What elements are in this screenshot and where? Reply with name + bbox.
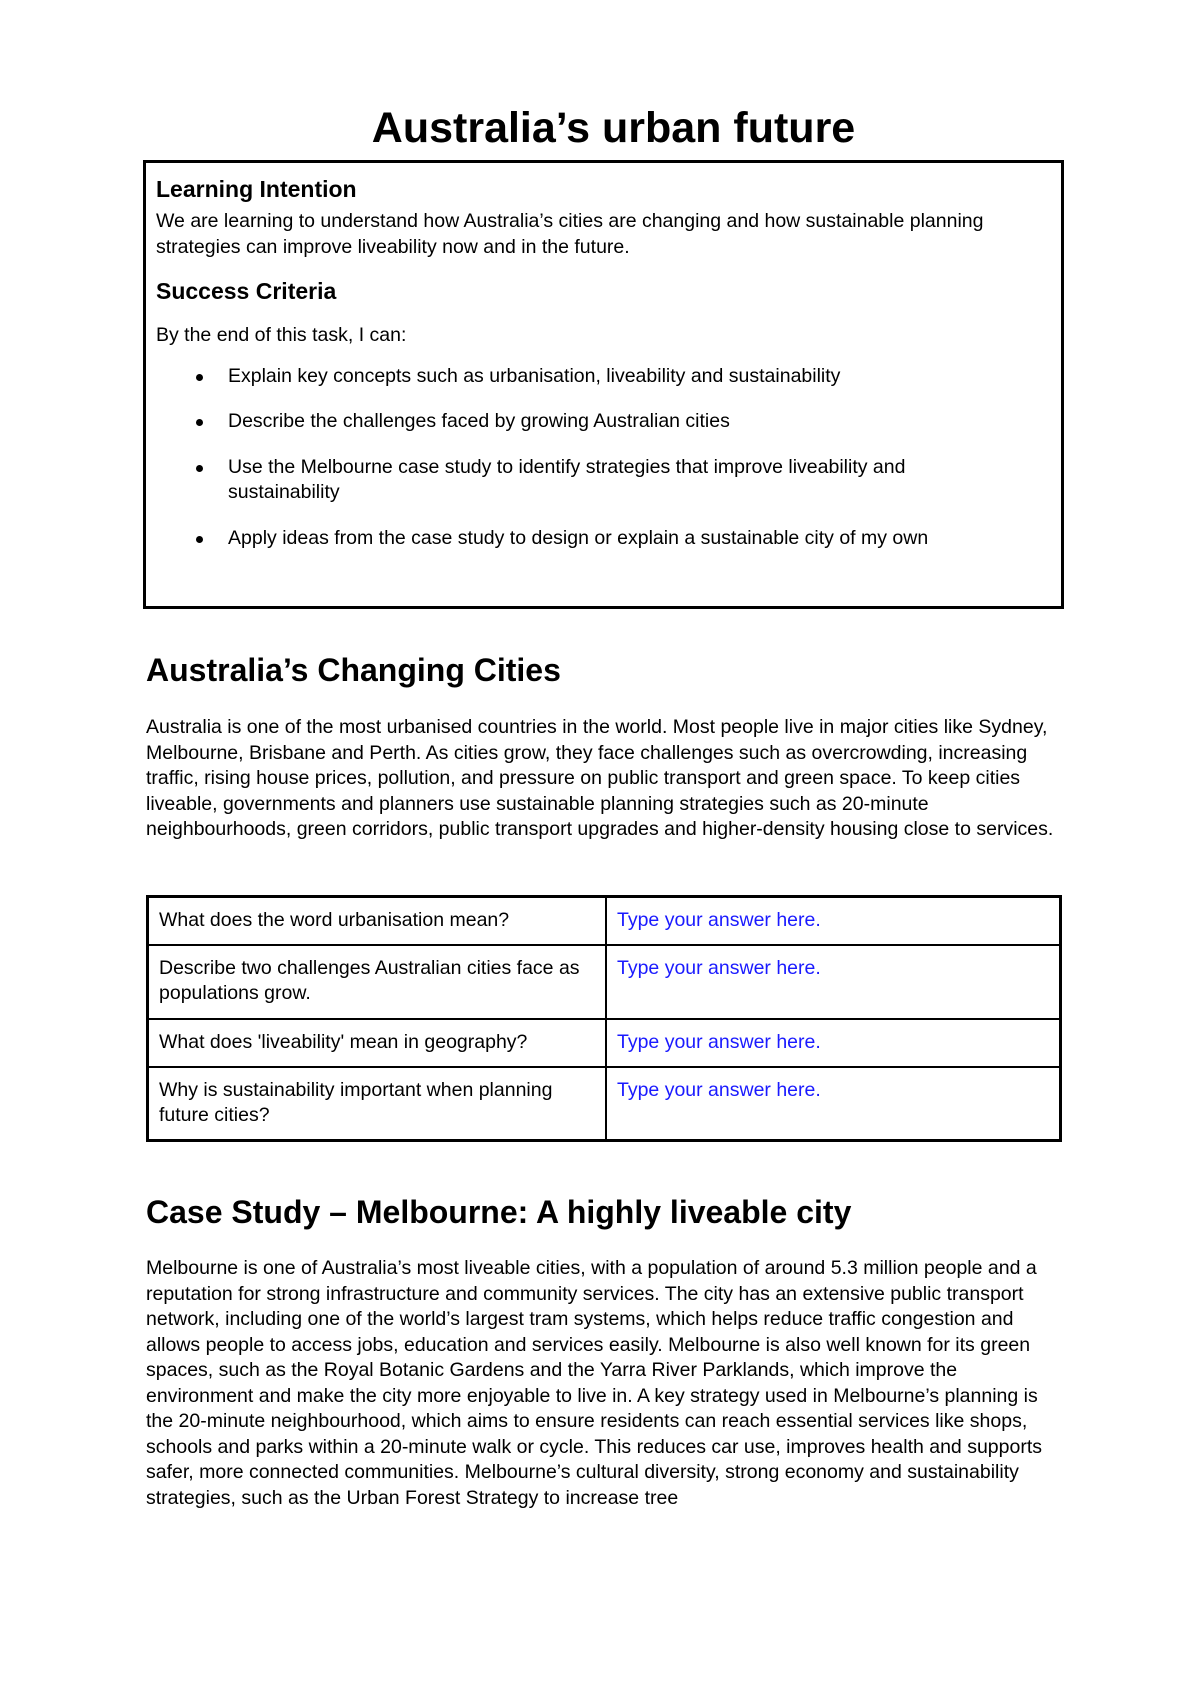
answer-field[interactable]: Type your answer here. <box>606 945 1061 1019</box>
answer-field[interactable]: Type your answer here. <box>606 1019 1061 1067</box>
table-row <box>148 897 1061 945</box>
changing-cities-heading: Australia’s Changing Cities <box>146 652 561 688</box>
table-row <box>148 1019 1061 1067</box>
bullet-icon <box>196 465 203 472</box>
question-cell: What does the word urbanisation mean? <box>148 897 607 945</box>
success-criteria-intro: By the end of this task, I can: <box>156 324 407 346</box>
answer-field[interactable]: Type your answer here. <box>606 897 1061 945</box>
table-row <box>148 1067 1061 1141</box>
answer-field[interactable]: Type your answer here. <box>606 1067 1061 1141</box>
bullet-icon <box>196 536 203 543</box>
criteria-item <box>156 364 1051 390</box>
criteria-item-text: Apply ideas from the case study to design or explain a sustainable city of my own <box>228 526 929 549</box>
criteria-item <box>156 455 1051 506</box>
case-study-paragraph: Melbourne is one of Australia’s most liveable cities, with a population of around 5.3 million people and a reputation for strong infrastructure and community services. The city has an extensive public transport network, including one of the world’s largest tram systems, which helps reduce traffic congestion and allows people to access jobs, education and services easily. Melbourne is also well known for its green spaces, such as the Royal Botanic Gardens and the Yarra River Parklands, which improve the environment and make the city more enjoyable to live in. A key strategy used in Melbourne’s planning is the 20-minute neighbourhood, which aims to ensure residents can reach essential services like shops, schools and parks within a 20-minute walk or cycle. This reduces car use, improves health and supports safer, more connected communities. Melbourne’s cultural diversity, strong economy and sustainability strategies, such as the Urban Forest Strategy to increase tree <box>146 1257 1042 1509</box>
learning-intention-heading: Learning Intention <box>156 176 357 202</box>
changing-cities-paragraph: Australia is one of the most urbanised countries in the world. Most people live in major cities like Sydney, Melbourne, Brisbane and Perth. As cities grow, they face challenges such as overcrowding, increasing traffic, rising house prices, pollution, and pressure on public transport and green space. To keep cities liveable, governments and planners use sustainable planning strategies such as 20-minute neighbourhoods, green corridors, public transport upgrades and higher-density housing close to services. <box>146 716 1054 840</box>
table-row <box>148 945 1061 1019</box>
bullet-icon <box>196 374 203 381</box>
learning-intention-text: We are learning to understand how Australia’s cities are changing and how sustainable planning strategies can improve liveability now and in the future. <box>156 210 984 258</box>
success-criteria-heading: Success Criteria <box>156 278 337 304</box>
question-cell: What does 'liveability' mean in geography? <box>148 1019 607 1067</box>
criteria-item-text: Use the Melbourne case study to identify strategies that improve liveability and sustainability <box>228 455 906 503</box>
criteria-item <box>156 526 1051 552</box>
case-study-heading: Case Study – Melbourne: A highly liveable city <box>146 1194 852 1230</box>
learning-intention-box <box>143 160 1064 609</box>
question-cell: Describe two challenges Australian cities face as populations grow. <box>148 945 607 1019</box>
criteria-item-text: Describe the challenges faced by growing Australian cities <box>228 410 730 432</box>
criteria-item-text: Explain key concepts such as urbanisation, liveability and sustainability <box>228 364 841 387</box>
criteria-item <box>156 409 1051 435</box>
question-cell: Why is sustainability important when planning future cities? <box>148 1067 607 1141</box>
question-answer-table <box>146 895 1062 1142</box>
document-page <box>146 100 1067 1509</box>
bullet-icon <box>196 419 203 426</box>
success-criteria-list <box>156 364 1051 552</box>
page-title: Australia’s urban future <box>371 104 856 152</box>
